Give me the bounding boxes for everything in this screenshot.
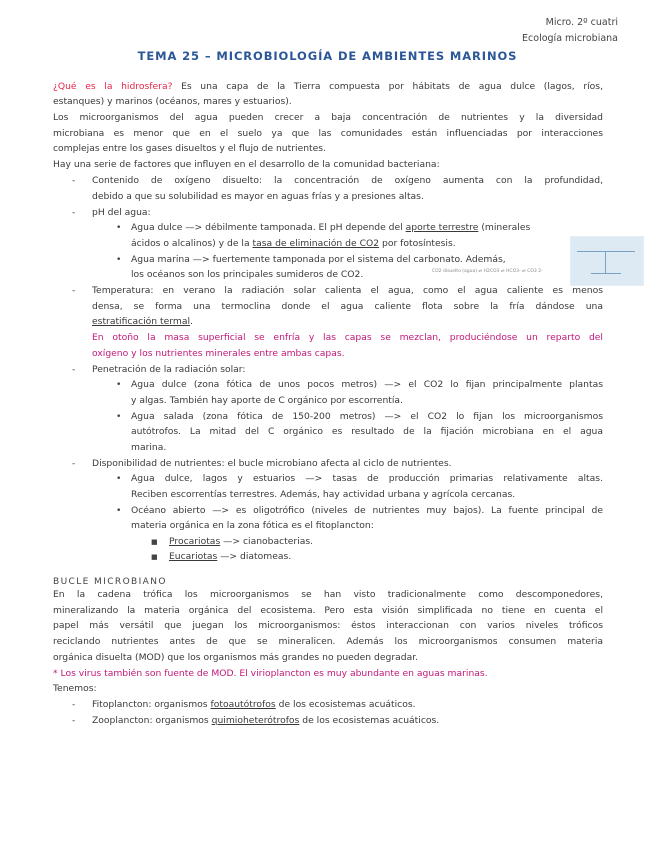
temp-line-3: estratificación termal. bbox=[92, 316, 193, 327]
loop-line-2: mineralizando la materia orgánica del ecosistema. Pero esta visión simplificada no tiene en cuenta el bbox=[53, 605, 603, 616]
temp-line-1: Temperatura: en verano la radiación solar calienta el agua, como el agua caliente es menos bbox=[92, 285, 603, 296]
light-salt-line-3: marina. bbox=[131, 442, 167, 453]
dot-bullet: • bbox=[116, 473, 122, 484]
dot-bullet: • bbox=[116, 379, 122, 390]
temp-line-2: densa, se forma una termoclina donde el agua caliente flota sobre la fría dándose una bbox=[92, 301, 603, 312]
section-heading: BUCLE MICROBIANO bbox=[53, 577, 167, 587]
eukaryotes-item: Eucariotas —> diatomeas. bbox=[169, 551, 292, 562]
dot-bullet: • bbox=[116, 411, 122, 422]
loop-line-1: En la cadena trófica los microorganismos se han visto tradicionalmente como descomponedores, bbox=[53, 589, 603, 600]
temp-note-2: oxígeno y los nutrientes minerales entre ambas capas. bbox=[92, 348, 345, 359]
intro-line-3: Los microorganismos del agua pueden crecer a baja concentración de nutrientes y la diversidad bbox=[53, 112, 603, 123]
ph-marine-line-2: los océanos son los principales sumideros de CO2. bbox=[131, 269, 364, 280]
light-salt-line-1: Agua salada (zona fótica de 150-200 metros) —> el CO2 lo fijan los microorganismos bbox=[131, 411, 603, 422]
dash-bullet: - bbox=[72, 715, 76, 726]
nutrients-ocean-line-2: materia orgánica en la zona fótica es el fitoplancton: bbox=[131, 520, 374, 531]
ph-label: pH del agua: bbox=[92, 207, 151, 218]
nutrients-fresh-line-1: Agua dulce, lagos y estuarios —> tasas de producción primarias relativamente altas. bbox=[131, 473, 603, 484]
dash-bullet: - bbox=[72, 364, 76, 375]
nutrients-ocean-line-1: Océano abierto —> es oligotrófico (niveles de nutrientes muy bajos). La fuente principal de bbox=[131, 505, 603, 516]
loop-line-4: reciclando nutrientes antes de que se mineralicen. Además los microorganismos consumen materia bbox=[53, 636, 603, 647]
dot-bullet: • bbox=[116, 222, 122, 233]
intro-line-2: estanques) y marinos (océanos, mares y estuarios). bbox=[53, 96, 292, 107]
dot-bullet: • bbox=[116, 505, 122, 516]
intro-line-1: ¿Qué es la hidrosfera? Es una capa de la Tierra compuesta por hábitats de agua dulce (lagos, ríos, bbox=[53, 81, 603, 92]
oxygen-line-1: Contenido de oxígeno disuelto: la concentración de oxígeno aumenta con la profundidad, bbox=[92, 175, 603, 186]
intro-line-6: Hay una serie de factores que influyen en el desarrollo de la comunidad bacteriana: bbox=[53, 159, 440, 170]
carbonate-diagram-image bbox=[570, 236, 644, 286]
oxygen-line-2: debido a que su solubilidad es mayor en aguas frías y a presiones altas. bbox=[92, 191, 424, 202]
dot-bullet: • bbox=[116, 254, 122, 265]
loop-line-5: orgánica disuelta (MOD) que los organismos más grandes no pueden degradar. bbox=[53, 652, 419, 663]
header-course: Micro. 2º cuatri bbox=[545, 17, 618, 28]
carbonate-caption: CO2 disuelto (agua) ⇌ H2CO3 ⇌ HCO3- ⇌ CO3 2- bbox=[432, 269, 543, 274]
light-fresh-line-1: Agua dulce (zona fótica de unos pocos metros) —> el CO2 lo fijan principalmente plantas bbox=[131, 379, 603, 390]
diagram-line bbox=[605, 251, 606, 273]
square-bullet: ■ bbox=[151, 538, 158, 546]
intro-line-4: microbiana es menor que en el suelo ya que las comunidades están influenciadas por interacciones bbox=[53, 128, 603, 139]
have-label: Tenemos: bbox=[53, 683, 97, 694]
header-subject: Ecología microbiana bbox=[522, 33, 618, 44]
nutrients-fresh-line-2: Reciben escorrentías terrestres. Además, hay actividad urbana y agrícola cercanas. bbox=[131, 489, 516, 500]
dash-bullet: - bbox=[72, 285, 76, 296]
page-title: TEMA 25 – MICROBIOLOGÍA DE AMBIENTES MARINOS bbox=[137, 49, 518, 63]
virus-note: * Los virus también son fuente de MOD. El virioplancton es muy abundante en aguas marinas. bbox=[53, 668, 488, 679]
light-label: Penetración de la radiación solar: bbox=[92, 364, 246, 375]
diagram-line bbox=[591, 273, 621, 274]
intro-line-5: complejas entre los gases disueltos y el flujo de nutrientes. bbox=[53, 143, 327, 154]
nutrients-label: Disponibilidad de nutrientes: el bucle microbiano afecta al ciclo de nutrientes. bbox=[92, 458, 452, 469]
ph-marine-line-1: Agua marina —> fuertemente tamponada por el sistema del carbonato. Además, bbox=[131, 254, 506, 265]
diagram-line bbox=[577, 251, 635, 252]
ph-fresh-line-1: Agua dulce —> débilmente tamponada. El pH depende del aporte terrestre (minerales bbox=[131, 222, 531, 233]
light-fresh-line-2: y algas. También hay aporte de C orgánico por escorrentía. bbox=[131, 395, 403, 406]
square-bullet: ■ bbox=[151, 553, 158, 561]
dash-bullet: - bbox=[72, 175, 76, 186]
prokaryotes-item: Procariotas —> cianobacterias. bbox=[169, 536, 314, 547]
dash-bullet: - bbox=[72, 699, 76, 710]
phytoplankton-item: Fitoplancton: organismos fotoautótrofos de los ecosistemas acuáticos. bbox=[92, 699, 416, 710]
temp-note-1: En otoño la masa superficial se enfría y las capas se mezclan, produciéndose un reparto del bbox=[92, 332, 603, 343]
intro-question: ¿Qué es la hidrosfera? bbox=[53, 81, 173, 92]
light-salt-line-2: autótrofos. La mitad del C orgánico es resultado de la fijación microbiana en el agua bbox=[131, 426, 603, 437]
dash-bullet: - bbox=[72, 458, 76, 469]
loop-line-3: papel más versátil que juegan los microorganismos: éstos interaccionan con varios niveles tróficos bbox=[53, 620, 603, 631]
ph-fresh-line-2: ácidos o alcalinos) y de la tasa de eliminación de CO2 por fotosíntesis. bbox=[131, 238, 456, 249]
zooplankton-item: Zooplancton: organismos quimioheterótrofos de los ecosistemas acuáticos. bbox=[92, 715, 440, 726]
dash-bullet: - bbox=[72, 207, 76, 218]
